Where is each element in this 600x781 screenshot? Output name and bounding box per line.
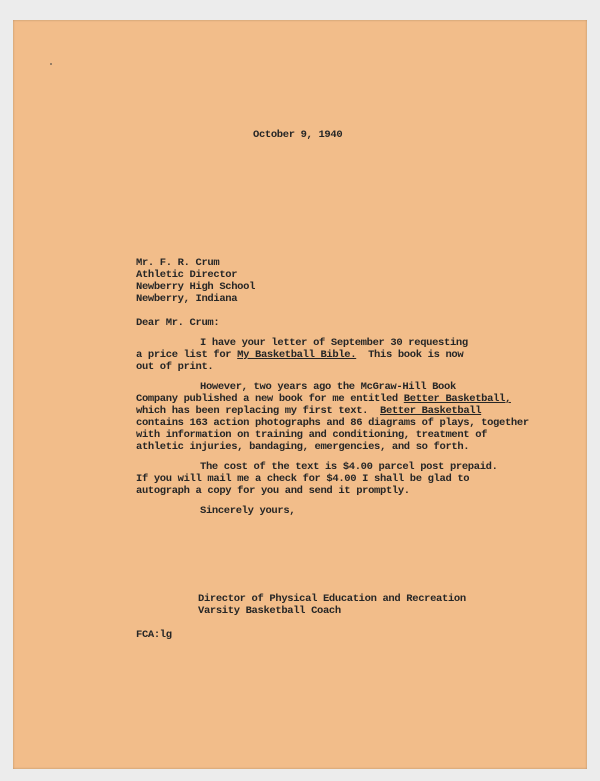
paragraph3-line1: The cost of the text is $4.00 parcel post prepaid.	[200, 461, 498, 473]
paragraph1-line2-before: a price list for	[136, 349, 238, 361]
paragraph2-line2-before: Company published a new book for me entitled	[136, 393, 404, 405]
paragraph2-line2	[136, 393, 511, 405]
salutation: Dear Mr. Crum:	[136, 317, 220, 329]
recipient-city: Newberry, Indiana	[136, 293, 238, 305]
paragraph2-line6: athletic injuries, bandaging, emergencies, and so forth.	[136, 441, 470, 453]
paper-speck	[50, 63, 52, 65]
paragraph3-line3: autograph a copy for you and send it promptly.	[136, 485, 410, 497]
paragraph1-line1: I have your letter of September 30 requesting	[200, 337, 468, 349]
paragraph2-line3-before: which has been replacing my first text.	[136, 405, 380, 417]
recipient-title: Athletic Director	[136, 269, 238, 281]
recipient-school: Newberry High School	[136, 281, 256, 293]
book-title-better-basketball-2: Better Basketball	[380, 405, 482, 417]
paragraph2-line4: contains 163 action photographs and 86 diagrams of plays, together	[136, 417, 529, 429]
book-title-better-basketball: Better Basketball,	[403, 393, 511, 405]
signature-title-2: Varsity Basketball Coach	[198, 605, 341, 617]
paragraph2-line5: with information on training and conditioning, treatment of	[136, 429, 488, 441]
signature-title-1: Director of Physical Education and Recreation	[198, 593, 466, 605]
paragraph1-line3: out of print.	[136, 361, 214, 373]
letter-date: October 9, 1940	[253, 129, 343, 141]
closing: Sincerely yours,	[200, 505, 296, 517]
book-title-my-basketball-bible: My Basketball Bible.	[237, 349, 357, 361]
paragraph3-line2: If you will mail me a check for $4.00 I shall be glad to	[136, 473, 470, 485]
paragraph1-line2-after: This book is now	[356, 349, 464, 361]
paragraph2-line1: However, two years ago the McGraw-Hill Book	[200, 381, 456, 393]
typist-initials: FCA:lg	[136, 629, 172, 641]
recipient-name: Mr. F. R. Crum	[136, 257, 220, 269]
paragraph1-line2	[136, 349, 463, 361]
paragraph2-line3	[136, 405, 481, 417]
